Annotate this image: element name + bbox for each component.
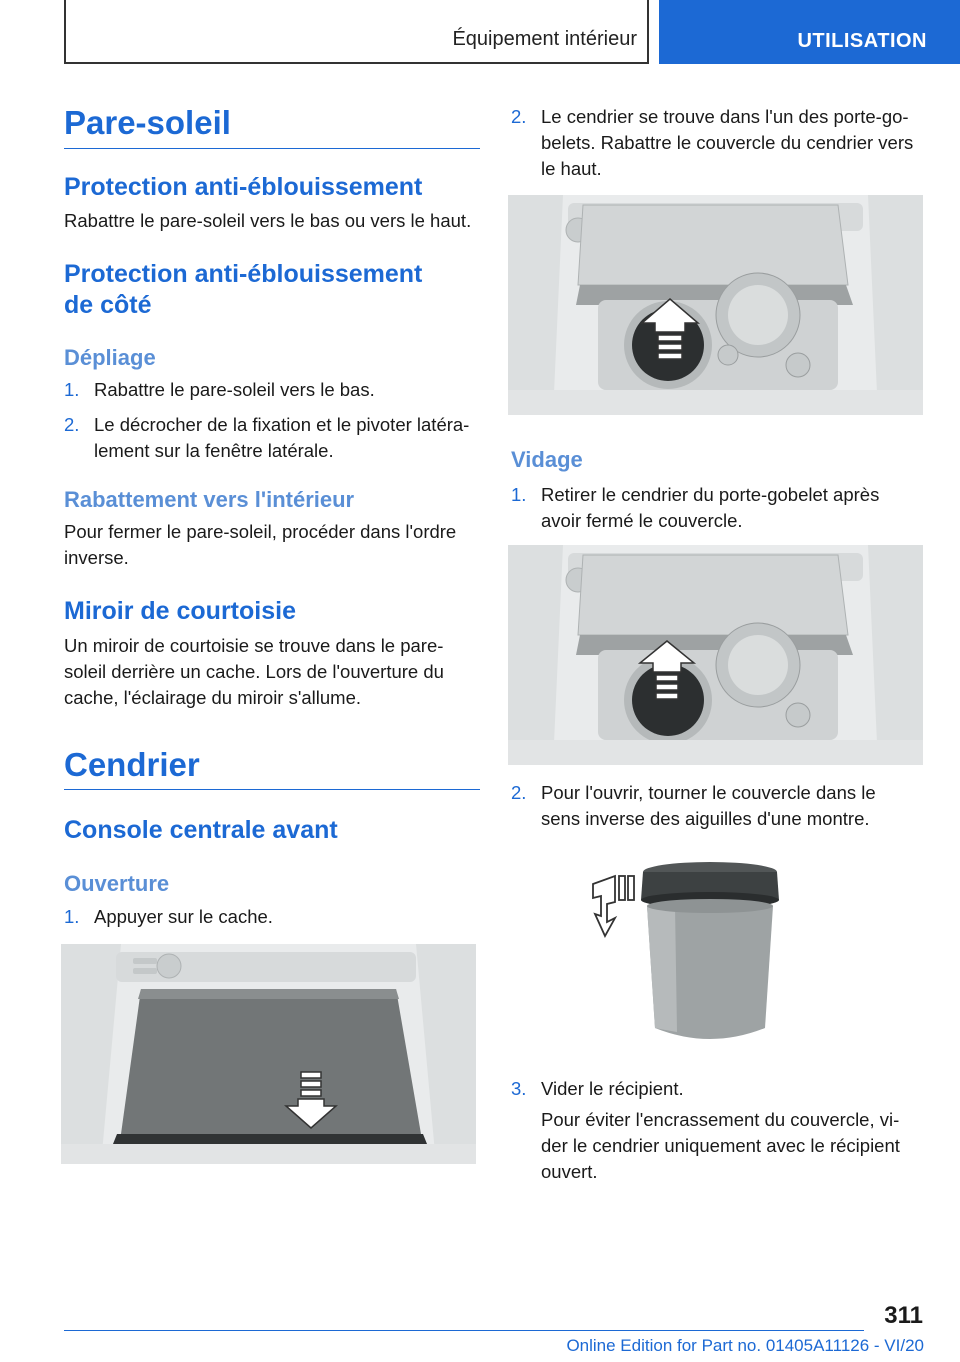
mirror-text-line: cache, l'éclairage du miroir s'allume. (64, 687, 362, 708)
heading-unfold: Dépliage (64, 345, 156, 370)
mirror-text-line: soleil derrière un cache. Lors de l'ouverture du (64, 661, 444, 682)
page-header (0, 0, 960, 66)
fold-text-line: Pour fermer le pare-soleil, procéder dans l'ordre (64, 521, 457, 542)
console-cover-photo (61, 944, 476, 1164)
ashtray-container (641, 862, 779, 1039)
ashtray-open-photo (508, 195, 923, 415)
edition-footer: Online Edition for Part no. 01405A11126 - VI/20 (566, 1336, 924, 1355)
footer-rule (64, 1330, 864, 1331)
heading-side-glare-line2: de côté (64, 291, 152, 319)
heading-mirror: Miroir de courtoisie (64, 597, 296, 625)
heading-rule (64, 148, 480, 149)
heading-front-console: Console centrale avant (64, 816, 338, 844)
heading-pare-soleil: Pare-soleil (64, 104, 231, 141)
ashtray-removal-photo (508, 545, 923, 765)
heading-rule (64, 789, 480, 790)
heading-cendrier: Cendrier (64, 746, 200, 783)
chapter-tab-label: UTILISATION (797, 30, 927, 52)
heading-opening: Ouverture (64, 871, 170, 896)
heading-side-glare-line1: Protection anti-éblouissement (64, 260, 423, 288)
fold-text-line: inverse. (64, 547, 129, 568)
heading-emptying: Vidage (511, 447, 583, 472)
section-title: Équipement intérieur (452, 28, 637, 50)
heading-fold-in: Rabattement vers l'intérieur (64, 487, 355, 512)
mirror-text-line: Un miroir de courtoisie se trouve dans le pare- (64, 635, 444, 656)
glare-text: Rabattre le pare-soleil vers le bas ou vers le haut. (64, 210, 472, 231)
rotate-arrow-icon (593, 876, 634, 936)
heading-glare-protection: Protection anti-éblouissement (64, 173, 423, 201)
page-number: 311 (884, 1302, 923, 1329)
ashtray-container-illustration (585, 860, 905, 1050)
